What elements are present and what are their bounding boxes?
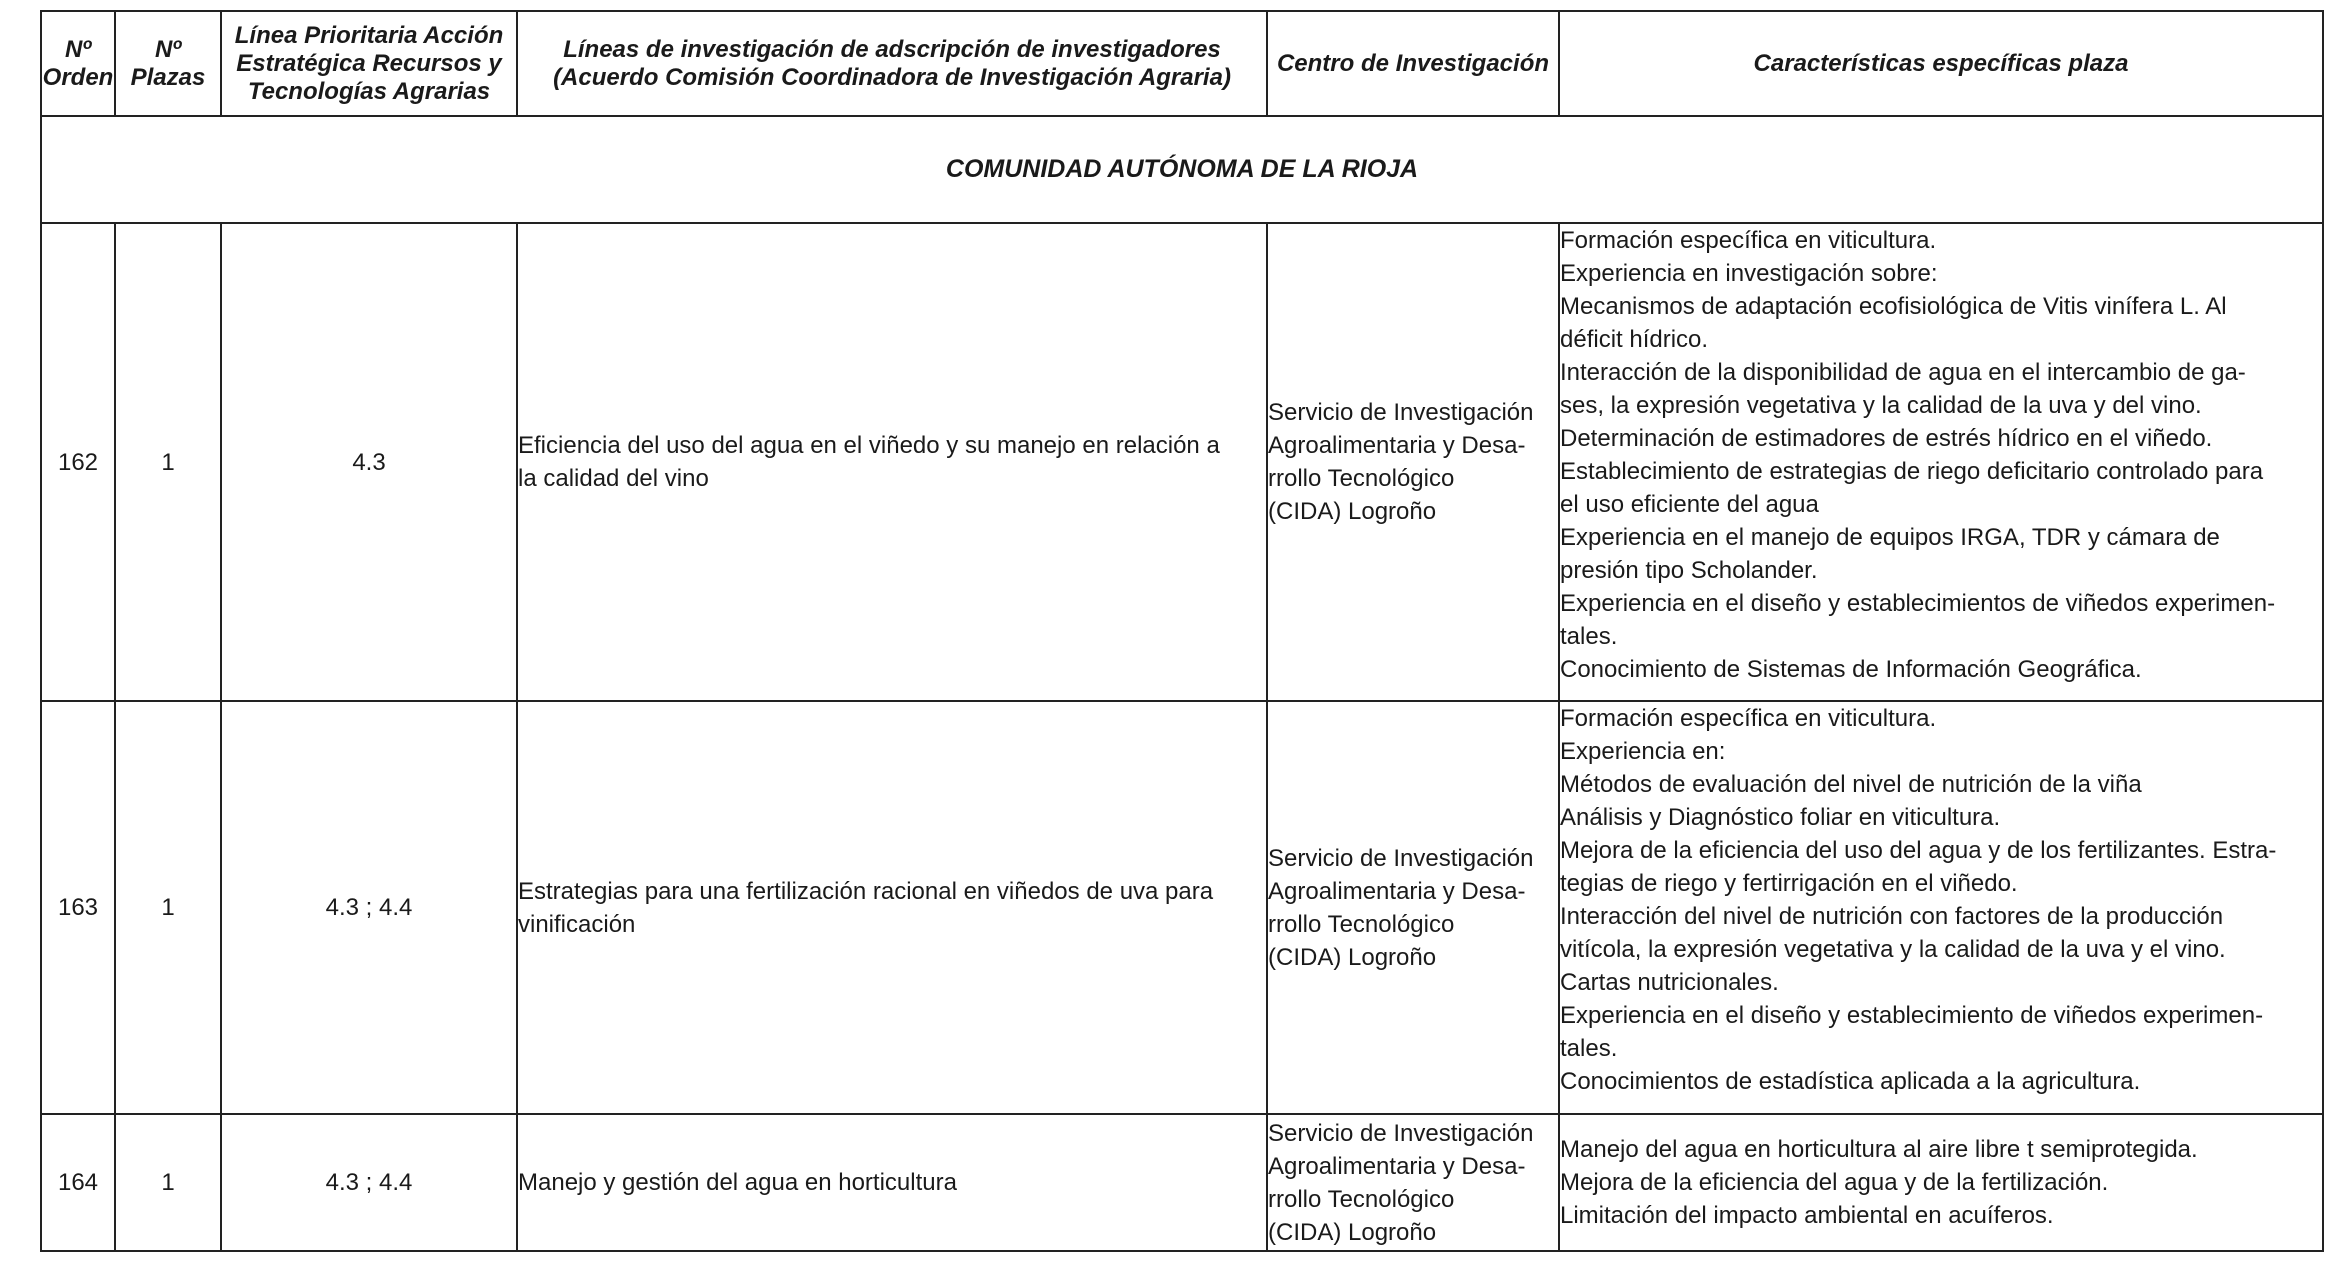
cell-centro: [1267, 701, 1559, 1114]
text-line: rrollo Tecnológico: [1268, 910, 1455, 938]
cell-plazas: 1: [115, 223, 221, 701]
header-centro: [1267, 11, 1559, 116]
text-line: Nº: [64, 35, 92, 63]
text-line: Formación específica en viticultura.: [1560, 227, 1937, 254]
cell-orden: 164: [41, 1114, 115, 1251]
table-row: [41, 701, 2323, 1114]
table-row: [41, 1114, 2323, 1251]
text-line: Mecanismos de adaptación ecofisiológica de Vitis vinífera L. Al: [1560, 293, 2227, 320]
text-line: Agroalimentaria y Desa-: [1268, 432, 1526, 459]
cell-orden: 163: [41, 701, 115, 1114]
cell-orden: 162: [41, 223, 115, 701]
text-line: Agroalimentaria y Desa-: [1268, 1152, 1526, 1180]
text-line: Nº: [154, 35, 182, 63]
cell-caracteristicas: [1559, 223, 2323, 701]
plazas-table: [40, 10, 2324, 1252]
text-line: déficit hídrico.: [1560, 326, 1709, 353]
text-line: Manejo del agua en horticultura al aire libre t semiprotegida.: [1560, 1136, 2198, 1163]
text-line: Limitación del impacto ambiental en acuíferos.: [1560, 1202, 2054, 1229]
cell-lineas-investigacion: [517, 1114, 1267, 1251]
cell-centro: [1267, 1114, 1559, 1251]
text-line: (Acuerdo Comisión Coordinadora de Investigación Agraria): [553, 63, 1231, 91]
cell-plazas: 1: [115, 1114, 221, 1251]
text-line: Centro de Investigación: [1276, 49, 1550, 77]
text-line: Métodos de evaluación del nivel de nutrición de la viña: [1560, 771, 2142, 798]
cell-lineas-investigacion: [517, 701, 1267, 1114]
cell-plazas: 1: [115, 701, 221, 1114]
text-line: Servicio de Investigación: [1268, 399, 1534, 426]
text-line: ses, la expresión vegetativa y la calidad de la uva y del vino.: [1560, 392, 2202, 419]
text-line: Agroalimentaria y Desa-: [1268, 877, 1526, 905]
header-row: [41, 11, 2323, 116]
text-line: tales.: [1560, 1035, 1618, 1062]
text-line: Formación específica en viticultura.: [1560, 705, 1937, 732]
text-line: Conocimientos de estadística aplicada a la agricultura.: [1560, 1068, 2141, 1095]
text-line: Experiencia en:: [1560, 738, 1726, 765]
cell-linea: 4.3 ; 4.4: [221, 1114, 517, 1251]
text-line: Tecnologías Agrarias: [247, 77, 491, 105]
text-line: Experiencia en investigación sobre:: [1560, 260, 1938, 287]
text-line: presión tipo Scholander.: [1560, 557, 1818, 584]
table-row: [41, 223, 2323, 701]
header-caracteristicas: [1559, 11, 2323, 116]
region-row: [41, 116, 2323, 223]
text-line: Experiencia en el diseño y establecimientos de viñedos experimen-: [1560, 590, 2276, 617]
text-line: Experiencia en el diseño y establecimiento de viñedos experimen-: [1560, 1002, 2264, 1029]
text-line: Servicio de Investigación: [1268, 1119, 1534, 1147]
text-line: Línea Prioritaria Acción: [234, 21, 504, 49]
text-line: Orden: [42, 63, 114, 91]
text-line: Interacción de la disponibilidad de agua en el intercambio de ga-: [1560, 359, 2246, 386]
text-line: Interacción del nivel de nutrición con factores de la producción: [1560, 903, 2224, 930]
text-line: rrollo Tecnológico: [1268, 465, 1455, 492]
text-line: Eficiencia del uso del agua en el viñedo y su manejo en relación a: [518, 432, 1220, 459]
cell-caracteristicas: [1559, 1114, 2323, 1251]
text-line: Manejo y gestión del agua en horticultura: [518, 1169, 957, 1196]
text-line: (CIDA) Logroño: [1268, 498, 1437, 525]
text-line: (CIDA) Logroño: [1268, 1218, 1437, 1246]
text-line: Líneas de investigación de adscripción de investigadores: [563, 35, 1221, 63]
cell-lineas-investigacion: [517, 223, 1267, 701]
text-line: Mejora de la eficiencia del agua y de la fertilización.: [1560, 1169, 2109, 1196]
text-line: Determinación de estimadores de estrés hídrico en el viñedo.: [1560, 425, 2213, 452]
cell-linea: 4.3: [221, 223, 517, 701]
text-line: rrollo Tecnológico: [1268, 1185, 1455, 1213]
text-line: Características específicas plaza: [1753, 49, 2129, 77]
header-lineas-investigacion: [517, 11, 1267, 116]
text-line: Conocimiento de Sistemas de Información Geográfica.: [1560, 656, 2142, 683]
text-line: Cartas nutricionales.: [1560, 969, 1779, 996]
text-line: el uso eficiente del agua: [1560, 491, 1819, 518]
region-title: COMUNIDAD AUTÓNOMA DE LA RIOJA: [41, 116, 2323, 223]
text-line: Establecimiento de estrategias de riego deficitario controlado para: [1560, 458, 2264, 485]
text-line: Estrategias para una fertilización racional en viñedos de uva para: [518, 877, 1214, 905]
text-line: tales.: [1560, 623, 1618, 650]
text-line: Estratégica Recursos y: [236, 49, 502, 77]
text-line: Servicio de Investigación: [1268, 844, 1534, 872]
header-plazas: [115, 11, 221, 116]
text-line: Experiencia en el manejo de equipos IRGA, TDR y cámara de: [1560, 524, 2220, 551]
text-line: vinificación: [518, 910, 636, 938]
cell-centro: [1267, 223, 1559, 701]
text-line: Plazas: [130, 63, 206, 91]
text-line: la calidad del vino: [518, 465, 709, 492]
text-line: Mejora de la eficiencia del uso del agua y de los fertilizantes. Estra-: [1560, 837, 2277, 864]
text-line: (CIDA) Logroño: [1268, 943, 1437, 971]
header-linea-prioritaria: [221, 11, 517, 116]
cell-linea: 4.3 ; 4.4: [221, 701, 517, 1114]
cell-caracteristicas: [1559, 701, 2323, 1114]
text-line: tegias de riego y fertirrigación en el viñedo.: [1560, 870, 2018, 897]
text-line: vitícola, la expresión vegetativa y la calidad de la uva y el vino.: [1560, 936, 2226, 963]
header-orden: [41, 11, 115, 116]
text-line: Análisis y Diagnóstico foliar en viticultura.: [1560, 804, 2001, 831]
